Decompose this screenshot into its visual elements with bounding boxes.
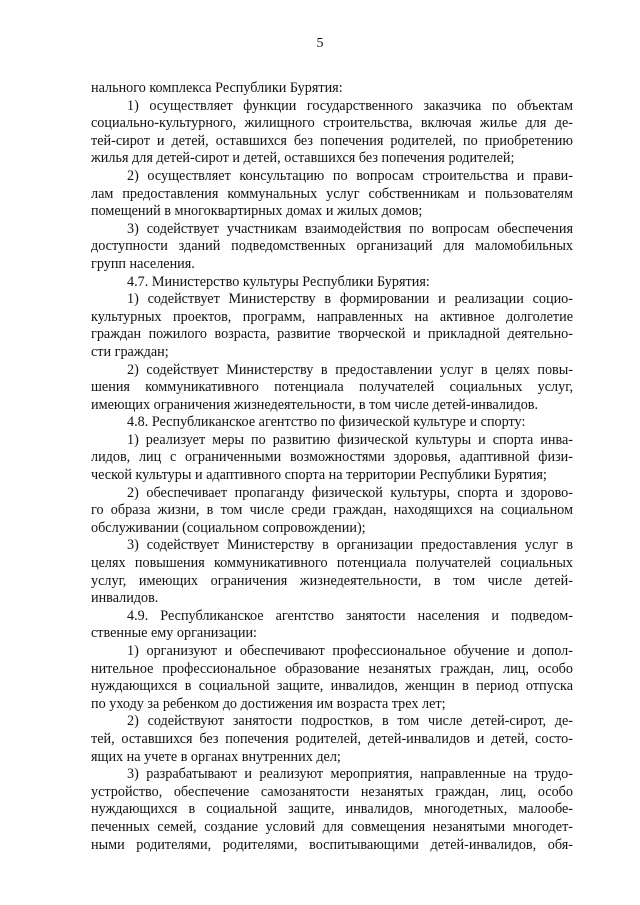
text-line: жилья для детей-сирот и детей, оставшихся без попечения родителей;	[91, 150, 515, 167]
text-line: тей-сирот и детей, оставшихся без попечения родителей, по приобретению	[91, 132, 573, 149]
text-line: нительное профессиональное образование незанятых граждан, лиц, особо	[91, 660, 573, 677]
text-line: культурных проектов, программ, направленных на активное долголетие	[91, 308, 573, 325]
text-line: 1) реализует меры по развитию физической культуры и спорта инва-	[127, 431, 573, 448]
text-line: инвалидов.	[91, 590, 159, 607]
document-body	[91, 80, 573, 854]
text-line: 4.9. Республиканское агентство занятости населения и подведом-	[127, 607, 573, 624]
text-line: обслуживании (социальном сопровождении);	[91, 519, 366, 536]
text-line: 2) осуществляет консультацию по вопросам строительства и прави-	[127, 167, 573, 184]
text-line: нального комплекса Республики Бурятия:	[91, 80, 343, 96]
text-line: социально-культурного, жилищного строительства, включая жилье для де-	[91, 115, 573, 132]
text-line: 1) организуют и обеспечивают профессиональное обучение и допол-	[127, 643, 573, 659]
text-line: 2) содействует Министерству в предоставлении услуг в целях повы-	[127, 361, 573, 378]
text-line: имеющих ограничения жизнедеятельности, в том числе детей-инвалидов.	[91, 396, 539, 413]
text-line: сти граждан;	[91, 343, 169, 360]
text-line: шения коммуникативного потенциала получателей социальных услуг,	[91, 379, 573, 396]
text-line: лидов, лиц с ограниченными возможностями здоровья, адаптивной физи-	[91, 449, 573, 466]
text-line: групп населения.	[91, 255, 195, 272]
text-line: 3) содействует участникам взаимодействия по вопросам обеспечения	[127, 220, 573, 237]
text-line: 4.8. Республиканское агентство по физической культуре и спорту:	[127, 414, 526, 431]
text-line: 1) осуществляет функции государственного заказчика по объектам	[127, 97, 573, 114]
text-line: по уходу за ребенком до достижения им возраста трех лет;	[91, 695, 446, 712]
text-line: 2) содействуют занятости подростков, в том числе детей-сирот, де-	[127, 713, 573, 730]
text-line: нуждающихся в социальной защите, инвалидов, многодетных, малообе-	[91, 801, 573, 818]
text-line: устройство, обеспечение самозанятости незанятых граждан, лиц, особо	[91, 783, 573, 800]
text-line: 2) обеспечивает пропаганду физической культуры, спорта и здорово-	[127, 484, 573, 501]
text-line: граждан пожилого возраста, развитие творческой и прикладной деятельно-	[91, 326, 573, 343]
text-line: 1) содействует Министерству в формировании и реализации социо-	[127, 291, 573, 308]
text-line: тей, оставшихся без попечения родителей, детей-инвалидов и детей, состо-	[91, 730, 573, 747]
text-line: лам предоставления коммунальных услуг собственникам и пользователям	[91, 185, 573, 202]
text-line: печенных семей, создание условий для совмещения незанятыми многодет-	[91, 818, 573, 835]
text-line: 3) разрабатывают и реализуют мероприятия, направленные на трудо-	[127, 766, 573, 783]
page-number: 5	[316, 36, 324, 51]
text-line: целях повышения коммуникативного потенциала получателей социальных	[91, 555, 573, 572]
text-line: 4.7. Министерство культуры Республики Бурятия:	[127, 273, 430, 290]
text-line: помещений в многоквартирных домах и жилых домов;	[91, 203, 423, 220]
text-line: нуждающихся в социальной защите, инвалидов, женщин в период отпуска	[91, 678, 573, 695]
text-line: 3) содействует Министерству в организации предоставления услуг в	[127, 537, 573, 554]
text-line: услуг, имеющих ограничения жизнедеятельности, в том числе детей-	[91, 572, 573, 589]
text-line: ными родителями, родителями, воспитывающими детей-инвалидов, обя-	[91, 836, 573, 853]
text-line: ческой культуры и адаптивного спорта на территории Республики Бурятия;	[91, 467, 547, 484]
text-line: го образа жизни, в том числе среди граждан, находящихся на социальном	[91, 502, 573, 519]
text-line: доступности зданий подведомственных организаций для маломобильных	[91, 238, 573, 255]
text-line: ственные ему организации:	[91, 625, 257, 642]
text-line: ящих на учете в органах внутренних дел;	[91, 748, 341, 765]
